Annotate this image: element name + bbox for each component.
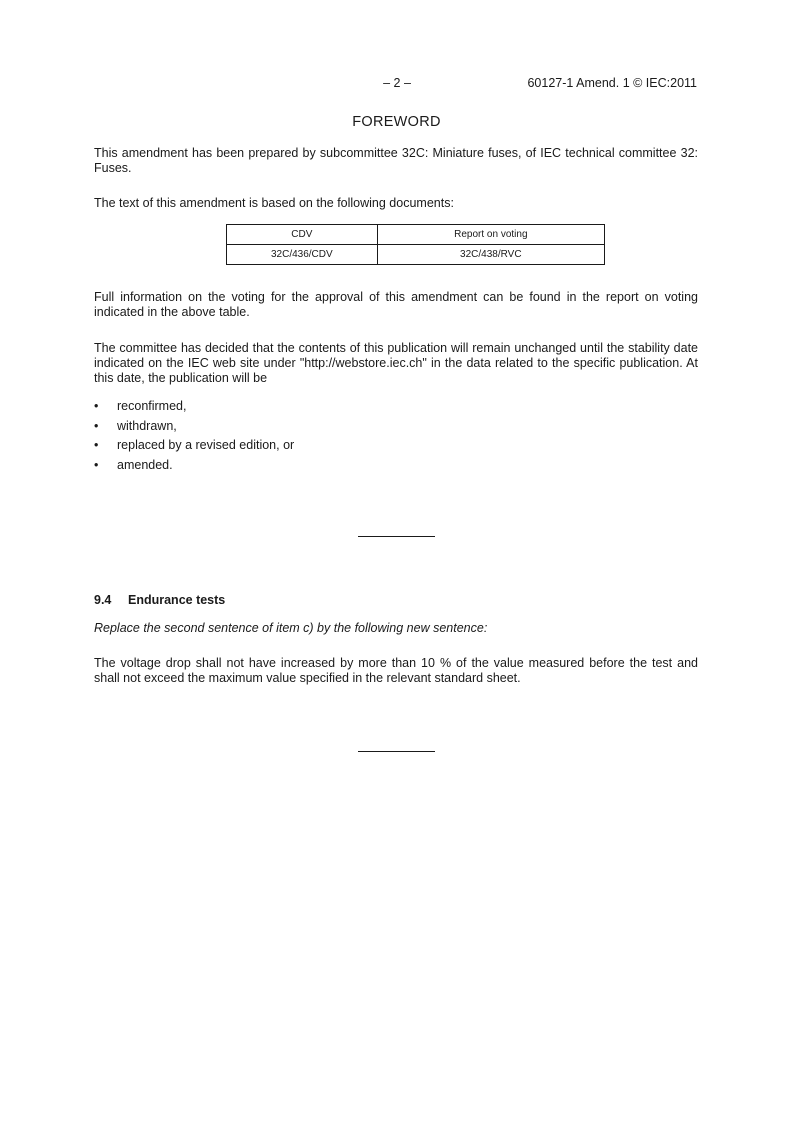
- list-item: [94, 438, 294, 458]
- list-item-text: replaced by a revised edition, or: [117, 438, 295, 452]
- section-heading: [94, 593, 225, 608]
- foreword-paragraph-2: The text of this amendment is based on the following documents:: [94, 196, 454, 210]
- list-item-text: withdrawn,: [117, 418, 177, 433]
- section-body: The voltage drop shall not have increased by more than 10 % of the value measured before the test and shall not exceed the maximum value specified in the relevant standard sheet.: [94, 656, 698, 685]
- bullet-icon: •: [94, 418, 99, 433]
- bullet-icon: •: [94, 438, 99, 452]
- documents-table: [226, 224, 605, 265]
- table-header-cdv: CDV: [227, 225, 378, 245]
- end-divider: [358, 751, 435, 752]
- section-number: 9.4: [94, 593, 112, 607]
- list-item-text: amended.: [117, 457, 173, 472]
- bullet-icon: •: [94, 457, 99, 472]
- foreword-paragraph-1: This amendment has been prepared by subcommittee 32C: Miniature fuses, of IEC technical committee 32: Fuses.: [94, 146, 698, 175]
- table-cell-rvc: 32C/438/RVC: [377, 245, 604, 265]
- list-item: [94, 399, 294, 419]
- foreword-title: FOREWORD: [352, 114, 441, 130]
- foreword-paragraph-4: The committee has decided that the contents of this publication will remain unchanged until the stability date indicated on the IEC web site under "http://webstore.iec.ch" in the data related to the specific publication. At this date, the publication will be: [94, 341, 698, 385]
- foreword-paragraph-3: Full information on the voting for the approval of this amendment can be found in the report on voting indicated in the above table.: [94, 290, 698, 319]
- table-header-report-on-voting: Report on voting: [377, 225, 604, 245]
- list-item-text: reconfirmed,: [117, 399, 187, 413]
- section-divider: [358, 536, 435, 537]
- page-number: – 2 –: [383, 76, 411, 90]
- document-reference: 60127-1 Amend. 1 © IEC:2011: [527, 76, 697, 90]
- bullet-icon: •: [94, 399, 99, 413]
- bullet-list: [94, 399, 294, 477]
- table-cell-cdv: 32C/436/CDV: [227, 245, 378, 265]
- section-title: Endurance tests: [128, 593, 226, 607]
- list-item: [94, 419, 294, 439]
- amendment-instruction: Replace the second sentence of item c) by the following new sentence:: [94, 621, 488, 635]
- table-row: [227, 245, 605, 265]
- table-header-row: [227, 225, 605, 245]
- list-item: [94, 458, 294, 478]
